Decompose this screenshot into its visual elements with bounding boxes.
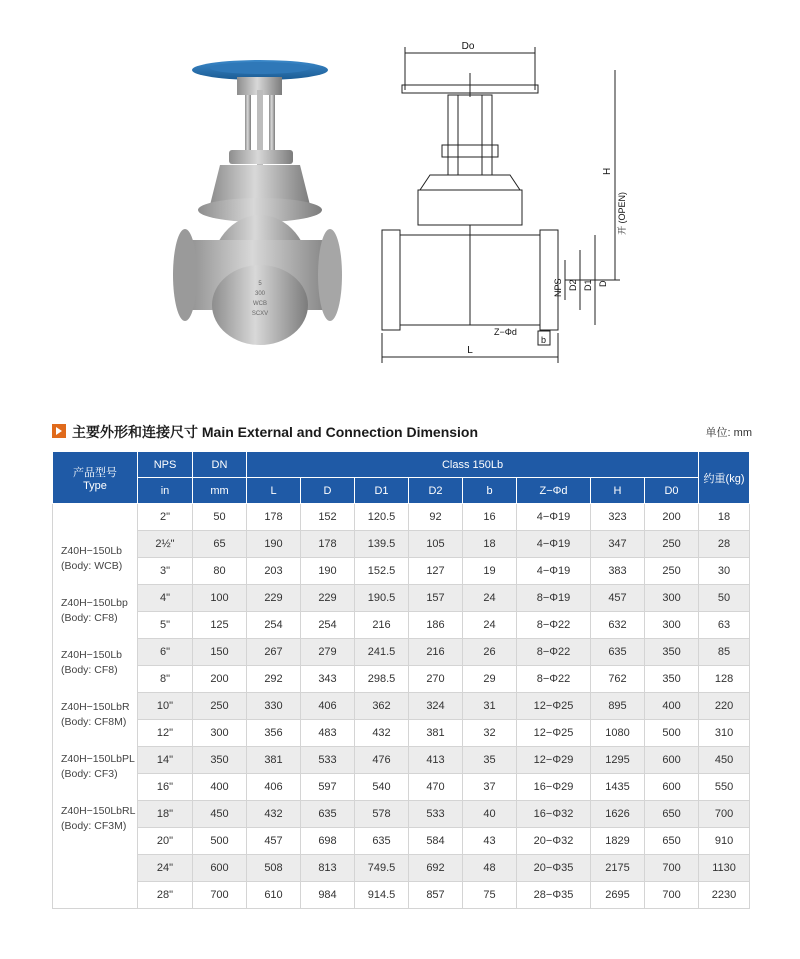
cell-d: 254 bbox=[301, 612, 355, 639]
cell-d0: 350 bbox=[645, 666, 699, 693]
label-d1: D1 bbox=[583, 279, 593, 291]
cell-d0: 600 bbox=[645, 747, 699, 774]
cell-b: 32 bbox=[463, 720, 517, 747]
cell-h: 323 bbox=[591, 504, 645, 531]
cell-h: 635 bbox=[591, 639, 645, 666]
cell-l: 457 bbox=[247, 828, 301, 855]
cell-b: 43 bbox=[463, 828, 517, 855]
cell-l: 381 bbox=[247, 747, 301, 774]
cell-d0: 600 bbox=[645, 774, 699, 801]
cell-w: 18 bbox=[699, 504, 750, 531]
cell-b: 26 bbox=[463, 639, 517, 666]
svg-text:WCB: WCB bbox=[253, 301, 267, 307]
cell-dn: 300 bbox=[193, 720, 247, 747]
cell-dn: 350 bbox=[193, 747, 247, 774]
cell-d1: 139.5 bbox=[355, 531, 409, 558]
cell-d0: 350 bbox=[645, 639, 699, 666]
cell-w: 310 bbox=[699, 720, 750, 747]
header-nps: NPS bbox=[138, 452, 193, 478]
cell-d1: 216 bbox=[355, 612, 409, 639]
label-l: L bbox=[467, 345, 473, 356]
gate-valve-photo bbox=[165, 55, 345, 365]
cell-nps: 12" bbox=[138, 720, 193, 747]
cell-w: 1130 bbox=[699, 855, 750, 882]
cell-d: 190 bbox=[301, 558, 355, 585]
cell-nps: 8" bbox=[138, 666, 193, 693]
type-body: (Body: WCB) bbox=[61, 560, 123, 572]
cell-nps: 5" bbox=[138, 612, 193, 639]
cell-w: 85 bbox=[699, 639, 750, 666]
cell-z: 4−Φ19 bbox=[517, 504, 591, 531]
cell-l: 330 bbox=[247, 693, 301, 720]
type-model: Z40H−150LbPL bbox=[61, 753, 135, 765]
arrow-marker-icon bbox=[52, 424, 66, 438]
cell-nps: 20" bbox=[138, 828, 193, 855]
section-title: 主要外形和连接尺寸 Main External and Connection Dimension bbox=[72, 424, 479, 440]
cell-dn: 50 bbox=[193, 504, 247, 531]
type-body: (Body: CF8) bbox=[61, 664, 118, 676]
cell-d0: 650 bbox=[645, 801, 699, 828]
cell-d: 813 bbox=[301, 855, 355, 882]
type-group bbox=[61, 804, 137, 834]
type-cell bbox=[53, 504, 138, 909]
cell-l: 203 bbox=[247, 558, 301, 585]
cell-h: 1295 bbox=[591, 747, 645, 774]
cell-d2: 324 bbox=[409, 693, 463, 720]
header-col-d0: D0 bbox=[645, 478, 699, 504]
table-row bbox=[53, 531, 750, 558]
cell-nps: 10" bbox=[138, 693, 193, 720]
cell-d: 279 bbox=[301, 639, 355, 666]
table-row bbox=[53, 693, 750, 720]
cell-h: 1626 bbox=[591, 801, 645, 828]
cell-nps: 2" bbox=[138, 504, 193, 531]
table-row bbox=[53, 585, 750, 612]
label-h: H bbox=[602, 167, 613, 175]
cell-w: 30 bbox=[699, 558, 750, 585]
label-do: Do bbox=[461, 41, 475, 52]
cell-h: 1080 bbox=[591, 720, 645, 747]
cell-d: 635 bbox=[301, 801, 355, 828]
cell-nps: 24" bbox=[138, 855, 193, 882]
cell-b: 24 bbox=[463, 612, 517, 639]
cell-h: 2175 bbox=[591, 855, 645, 882]
header-type bbox=[53, 452, 138, 504]
cell-z: 12−Φ29 bbox=[517, 747, 591, 774]
cell-d2: 186 bbox=[409, 612, 463, 639]
cell-l: 190 bbox=[247, 531, 301, 558]
cell-z: 8−Φ22 bbox=[517, 612, 591, 639]
table-body bbox=[53, 504, 750, 909]
cell-d: 406 bbox=[301, 693, 355, 720]
cell-h: 457 bbox=[591, 585, 645, 612]
cell-d: 178 bbox=[301, 531, 355, 558]
cell-z: 20−Φ32 bbox=[517, 828, 591, 855]
type-model: Z40H−150Lb bbox=[61, 649, 123, 661]
cell-d2: 127 bbox=[409, 558, 463, 585]
cell-z: 8−Φ22 bbox=[517, 666, 591, 693]
cell-d1: 914.5 bbox=[355, 882, 409, 909]
label-b: b bbox=[541, 335, 547, 345]
type-model: Z40H−150LbRL bbox=[61, 805, 136, 817]
type-group bbox=[61, 700, 137, 730]
cell-nps: 28" bbox=[138, 882, 193, 909]
cell-d2: 92 bbox=[409, 504, 463, 531]
header-dn: DN bbox=[193, 452, 247, 478]
header-col-b: b bbox=[463, 478, 517, 504]
cell-d0: 700 bbox=[645, 882, 699, 909]
dimension-drawing bbox=[370, 35, 650, 375]
cell-z: 12−Φ25 bbox=[517, 720, 591, 747]
cell-d0: 300 bbox=[645, 585, 699, 612]
cell-w: 550 bbox=[699, 774, 750, 801]
cell-l: 508 bbox=[247, 855, 301, 882]
cell-d0: 300 bbox=[645, 612, 699, 639]
cell-dn: 80 bbox=[193, 558, 247, 585]
cell-d0: 700 bbox=[645, 855, 699, 882]
cell-d2: 533 bbox=[409, 801, 463, 828]
type-group bbox=[61, 544, 137, 574]
cell-d0: 250 bbox=[645, 531, 699, 558]
table-row bbox=[53, 666, 750, 693]
cell-d1: 540 bbox=[355, 774, 409, 801]
cell-w: 28 bbox=[699, 531, 750, 558]
cell-h: 383 bbox=[591, 558, 645, 585]
cell-nps: 2½" bbox=[138, 531, 193, 558]
type-body: (Body: CF8M) bbox=[61, 716, 127, 728]
cell-h: 632 bbox=[591, 612, 645, 639]
svg-text:300: 300 bbox=[254, 291, 266, 297]
svg-text:SCXV: SCXV bbox=[251, 311, 269, 317]
type-body: (Body: CF3M) bbox=[61, 820, 127, 832]
cell-w: 700 bbox=[699, 801, 750, 828]
cell-b: 35 bbox=[463, 747, 517, 774]
label-open: 开 (OPEN) bbox=[617, 191, 627, 235]
table-row bbox=[53, 801, 750, 828]
cell-d1: 432 bbox=[355, 720, 409, 747]
header-weight: 约重(kg) bbox=[699, 452, 750, 504]
cell-d: 533 bbox=[301, 747, 355, 774]
dimension-table bbox=[52, 451, 750, 909]
cell-dn: 125 bbox=[193, 612, 247, 639]
table-row bbox=[53, 855, 750, 882]
table-row bbox=[53, 774, 750, 801]
cell-nps: 3" bbox=[138, 558, 193, 585]
cell-dn: 200 bbox=[193, 666, 247, 693]
type-body: (Body: CF3) bbox=[61, 768, 118, 780]
cell-z: 8−Φ22 bbox=[517, 639, 591, 666]
cell-d: 483 bbox=[301, 720, 355, 747]
header-col-d2: D2 bbox=[409, 478, 463, 504]
cell-dn: 250 bbox=[193, 693, 247, 720]
header-type-en: Type bbox=[83, 479, 107, 492]
header-type-cn: 产品型号 bbox=[73, 466, 117, 479]
cell-d2: 584 bbox=[409, 828, 463, 855]
cell-d1: 120.5 bbox=[355, 504, 409, 531]
table-row bbox=[53, 747, 750, 774]
cell-d1: 152.5 bbox=[355, 558, 409, 585]
cell-dn: 150 bbox=[193, 639, 247, 666]
cell-nps: 6" bbox=[138, 639, 193, 666]
table-row bbox=[53, 828, 750, 855]
cell-w: 128 bbox=[699, 666, 750, 693]
cell-z: 12−Φ25 bbox=[517, 693, 591, 720]
cell-w: 910 bbox=[699, 828, 750, 855]
label-z-phi-d: Z−Φd bbox=[494, 327, 517, 337]
table-row bbox=[53, 639, 750, 666]
table-row bbox=[53, 882, 750, 909]
header-col-z: Z−Φd bbox=[517, 478, 591, 504]
cell-h: 1829 bbox=[591, 828, 645, 855]
cell-d2: 413 bbox=[409, 747, 463, 774]
cell-nps: 14" bbox=[138, 747, 193, 774]
cell-l: 254 bbox=[247, 612, 301, 639]
cell-nps: 16" bbox=[138, 774, 193, 801]
header-col-l: L bbox=[247, 478, 301, 504]
cell-d2: 270 bbox=[409, 666, 463, 693]
cell-z: 16−Φ32 bbox=[517, 801, 591, 828]
label-nps: NPS bbox=[553, 278, 563, 297]
cell-h: 1435 bbox=[591, 774, 645, 801]
type-body: (Body: CF8) bbox=[61, 612, 118, 624]
cell-b: 29 bbox=[463, 666, 517, 693]
cell-d0: 650 bbox=[645, 828, 699, 855]
cell-dn: 450 bbox=[193, 801, 247, 828]
cell-d1: 298.5 bbox=[355, 666, 409, 693]
header-col-h: H bbox=[591, 478, 645, 504]
cell-d1: 241.5 bbox=[355, 639, 409, 666]
cell-d2: 216 bbox=[409, 639, 463, 666]
cell-d1: 362 bbox=[355, 693, 409, 720]
table-row bbox=[53, 612, 750, 639]
cell-d2: 157 bbox=[409, 585, 463, 612]
cell-d0: 200 bbox=[645, 504, 699, 531]
cell-d: 698 bbox=[301, 828, 355, 855]
cell-z: 4−Φ19 bbox=[517, 531, 591, 558]
cell-w: 50 bbox=[699, 585, 750, 612]
cell-l: 229 bbox=[247, 585, 301, 612]
cell-b: 24 bbox=[463, 585, 517, 612]
cell-l: 292 bbox=[247, 666, 301, 693]
cell-z: 4−Φ19 bbox=[517, 558, 591, 585]
cell-d: 597 bbox=[301, 774, 355, 801]
cell-w: 2230 bbox=[699, 882, 750, 909]
cell-l: 432 bbox=[247, 801, 301, 828]
cell-dn: 500 bbox=[193, 828, 247, 855]
type-group bbox=[61, 648, 137, 678]
unit-label: 单位: mm bbox=[705, 427, 752, 439]
cell-d2: 381 bbox=[409, 720, 463, 747]
cell-d1: 190.5 bbox=[355, 585, 409, 612]
table-row bbox=[53, 720, 750, 747]
header-nps-unit: in bbox=[138, 478, 193, 504]
cell-d: 152 bbox=[301, 504, 355, 531]
cell-b: 31 bbox=[463, 693, 517, 720]
label-d: D bbox=[598, 280, 608, 287]
cell-h: 2695 bbox=[591, 882, 645, 909]
cell-d0: 250 bbox=[645, 558, 699, 585]
type-group bbox=[61, 596, 137, 626]
cell-b: 75 bbox=[463, 882, 517, 909]
cell-h: 347 bbox=[591, 531, 645, 558]
cell-dn: 700 bbox=[193, 882, 247, 909]
cell-b: 19 bbox=[463, 558, 517, 585]
cell-l: 610 bbox=[247, 882, 301, 909]
cell-l: 356 bbox=[247, 720, 301, 747]
cell-w: 450 bbox=[699, 747, 750, 774]
type-model: Z40H−150Lbp bbox=[61, 597, 128, 609]
cell-h: 895 bbox=[591, 693, 645, 720]
cell-b: 40 bbox=[463, 801, 517, 828]
cell-d: 984 bbox=[301, 882, 355, 909]
cell-d2: 857 bbox=[409, 882, 463, 909]
cell-d1: 749.5 bbox=[355, 855, 409, 882]
type-model: Z40H−150Lb bbox=[61, 545, 123, 557]
label-d2: D2 bbox=[568, 279, 578, 291]
cell-d1: 635 bbox=[355, 828, 409, 855]
cell-dn: 600 bbox=[193, 855, 247, 882]
table-row bbox=[53, 558, 750, 585]
cell-d0: 400 bbox=[645, 693, 699, 720]
header-class: Class 150Lb bbox=[247, 452, 699, 478]
cell-d1: 476 bbox=[355, 747, 409, 774]
cell-z: 8−Φ19 bbox=[517, 585, 591, 612]
cell-d2: 470 bbox=[409, 774, 463, 801]
header-col-d: D bbox=[301, 478, 355, 504]
type-group bbox=[61, 752, 137, 782]
cell-d2: 105 bbox=[409, 531, 463, 558]
cell-dn: 400 bbox=[193, 774, 247, 801]
section-heading bbox=[52, 422, 752, 442]
cell-dn: 65 bbox=[193, 531, 247, 558]
cell-d: 343 bbox=[301, 666, 355, 693]
cell-z: 28−Φ35 bbox=[517, 882, 591, 909]
cell-dn: 100 bbox=[193, 585, 247, 612]
cell-l: 406 bbox=[247, 774, 301, 801]
cell-h: 762 bbox=[591, 666, 645, 693]
cell-d: 229 bbox=[301, 585, 355, 612]
header-dn-unit: mm bbox=[193, 478, 247, 504]
cell-b: 37 bbox=[463, 774, 517, 801]
cell-d2: 692 bbox=[409, 855, 463, 882]
cell-l: 267 bbox=[247, 639, 301, 666]
cell-nps: 4" bbox=[138, 585, 193, 612]
cell-w: 63 bbox=[699, 612, 750, 639]
cell-w: 220 bbox=[699, 693, 750, 720]
table-row bbox=[53, 504, 750, 531]
svg-text:5: 5 bbox=[258, 281, 262, 287]
cell-b: 18 bbox=[463, 531, 517, 558]
cell-d1: 578 bbox=[355, 801, 409, 828]
cell-l: 178 bbox=[247, 504, 301, 531]
cell-d0: 500 bbox=[645, 720, 699, 747]
cell-b: 16 bbox=[463, 504, 517, 531]
cell-b: 48 bbox=[463, 855, 517, 882]
cell-z: 16−Φ29 bbox=[517, 774, 591, 801]
cell-z: 20−Φ35 bbox=[517, 855, 591, 882]
type-model: Z40H−150LbR bbox=[61, 701, 130, 713]
header-col-d1: D1 bbox=[355, 478, 409, 504]
cell-nps: 18" bbox=[138, 801, 193, 828]
